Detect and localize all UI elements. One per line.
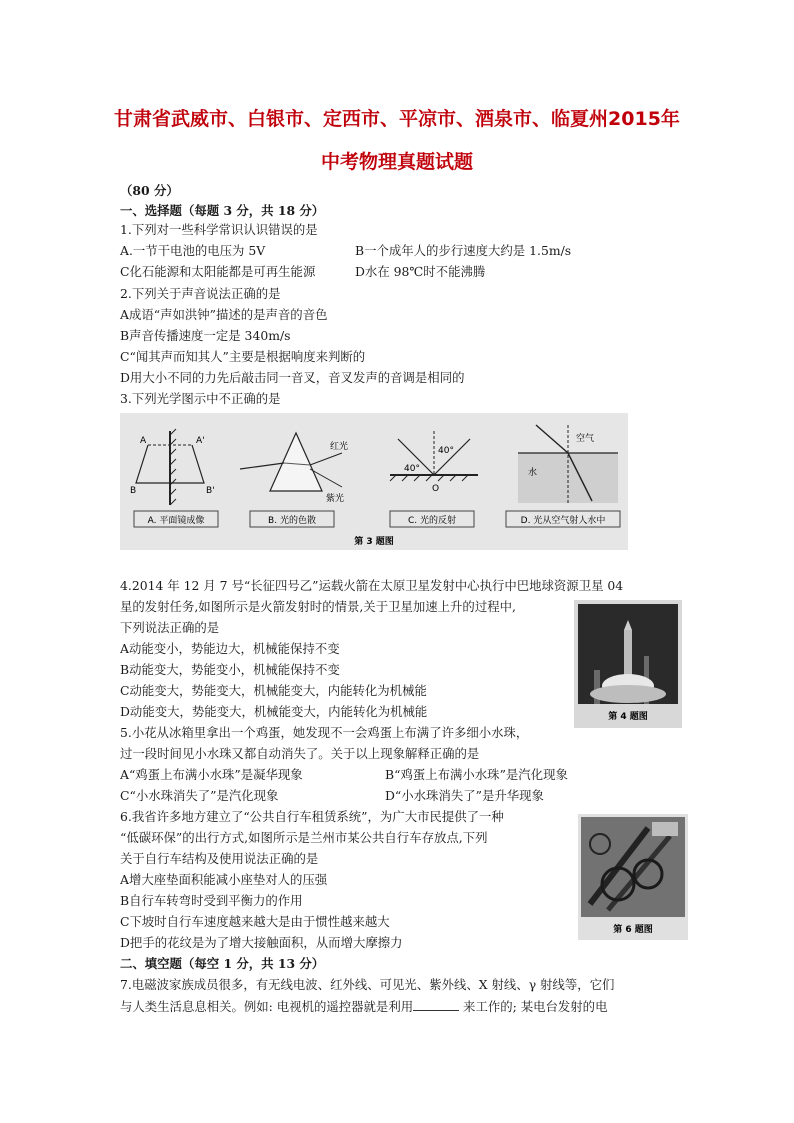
label-point-b: B (130, 486, 137, 496)
q5-option-a: A“鸡蛋上布满小水珠”是凝华现象 (120, 767, 303, 782)
q4-rocket-photo (574, 600, 682, 728)
q4-option-a: A动能变小，势能边大，机械能保持不变 (120, 641, 340, 656)
label-angle-reflect: 40° (438, 446, 454, 456)
q7-line2-end: 来工作的; 某电台发射的电 (459, 999, 608, 1014)
q2-option-c: C“闻其声而知其人”主要是根据响度来判断的 (120, 349, 366, 364)
section-heading-choice: 一、选择题（每题 3 分，共 18 分） (120, 203, 325, 218)
q1-option-a: A.一节干电池的电压为 5V (120, 243, 266, 258)
q2-option-b: B声音传播速度一定是 340m/s (120, 328, 291, 343)
label-red-light: 红光 (330, 442, 349, 452)
q2-option-a: A成语“声如洪钟”描述的是声音的音色 (120, 307, 328, 322)
q6-option-d: D把手的花纹是为了增大接触面积，从而增大摩擦力 (120, 935, 403, 950)
label-point-a-prime: A' (196, 436, 205, 446)
figure-6-caption: 第 6 题图 (613, 925, 653, 935)
q1-option-b: B一个成年人的步行速度大约是 1.5m/s (355, 243, 572, 258)
label-point-b-prime: B' (206, 486, 215, 496)
label-violet-light: 紫光 (326, 494, 345, 504)
total-score: （80 分） (120, 183, 179, 198)
q3-stem: 3.下列光学图示中不正确的是 (120, 391, 281, 406)
q5-option-b: B“鸡蛋上布满小水珠”是汽化现象 (385, 767, 568, 782)
q6-line3: 关于自行车结构及使用说法正确的是 (120, 851, 319, 866)
page-title-line1: 甘肃省武威市、白银市、定西市、平凉市、酒泉市、临夏州2015年 (114, 108, 680, 130)
q2-option-d: D用大小不同的力先后敲击同一音叉，音叉发声的音调是相同的 (120, 370, 465, 385)
section-heading-fill: 二、填空题（每空 1 分，共 13 分） (120, 956, 325, 971)
label-point-o: O (432, 484, 440, 494)
q6-option-a: A增大座垫面积能减小座垫对人的压强 (120, 872, 328, 887)
figure-d-caption: D. 光从空气射人水中 (520, 516, 606, 526)
q4-line2: 星的发射任务,如图所示是火箭发射时的情景,关于卫星加速上升的过程中, (120, 599, 516, 614)
q4-option-b: B动能变大，势能变小，机械能保持不变 (120, 662, 340, 677)
figure-4-caption: 第 4 题图 (608, 712, 648, 722)
q6-line1: 6.我省许多地方建立了“公共自行车租赁系统”，为广大市民提供了一种 (120, 809, 504, 824)
label-water: 水 (528, 468, 538, 478)
q2-stem: 2.下列关于声音说法正确的是 (120, 286, 281, 301)
q7-answer-blank[interactable] (413, 998, 459, 1011)
figure-c-caption: C. 光的反射 (407, 516, 457, 526)
figure-a-caption: A. 平面镜成像 (147, 516, 205, 526)
page-title-line2: 中考物理真题试题 (320, 151, 473, 173)
q1-stem: 1.下列对一些科学常识认识错误的是 (120, 222, 318, 237)
label-air: 空气 (576, 434, 595, 444)
q4-line3: 下列说法正确的是 (120, 620, 220, 635)
q5-line2: 过一段时间见小水珠又都自动消失了。关于以上现象解释正确的是 (120, 746, 480, 761)
q6-line2: “低碳环保”的出行方式,如图所示是兰州市某公共自行车存放点,下列 (120, 830, 488, 845)
label-point-a: A (140, 436, 147, 446)
q6-bicycle-photo (578, 814, 688, 940)
q1-option-c: C化石能源和太阳能都是可再生能源 (120, 264, 316, 279)
q1-option-d: D水在 98℃时不能沸腾 (355, 264, 486, 279)
q5-line1: 5.小花从冰箱里拿出一个鸡蛋，她发现不一会鸡蛋上布满了许多细小水珠， (120, 725, 529, 740)
q4-option-c: C动能变大，势能变大，机械能变大，内能转化为机械能 (120, 683, 427, 698)
q4-line1: 4.2014 年 12 月 7 号“长征四号乙”运载火箭在太原卫星发射中心执行中巴地球资源卫星 04 (120, 578, 624, 593)
q6-option-b: B自行车转弯时受到平衡力的作用 (120, 893, 303, 908)
q7-line2-start: 与人类生活息息相关。例如: 电视机的遥控器就是利用 (120, 999, 414, 1014)
q6-option-c: C下坡时自行车速度越来越大是由于惯性越来越大 (120, 914, 390, 929)
q5-option-c: C“小水珠消失了”是汽化现象 (120, 788, 279, 803)
q4-option-d: D动能变大，势能变大，机械能变大，内能转化为机械能 (120, 704, 428, 719)
q7-line1: 7.电磁波家族成员很多，有无线电波、红外线、可见光、紫外线、X 射线、γ 射线等，它们 (120, 977, 615, 992)
figure-b-caption: B. 光的色散 (268, 516, 316, 526)
q3-optics-figure (120, 413, 628, 550)
q5-option-d: D“小水珠消失了”是升华现象 (385, 788, 544, 803)
figure-3-caption: 第 3 题图 (354, 537, 394, 547)
label-angle-incident: 40° (404, 464, 420, 474)
q7-line2 (120, 998, 607, 1015)
